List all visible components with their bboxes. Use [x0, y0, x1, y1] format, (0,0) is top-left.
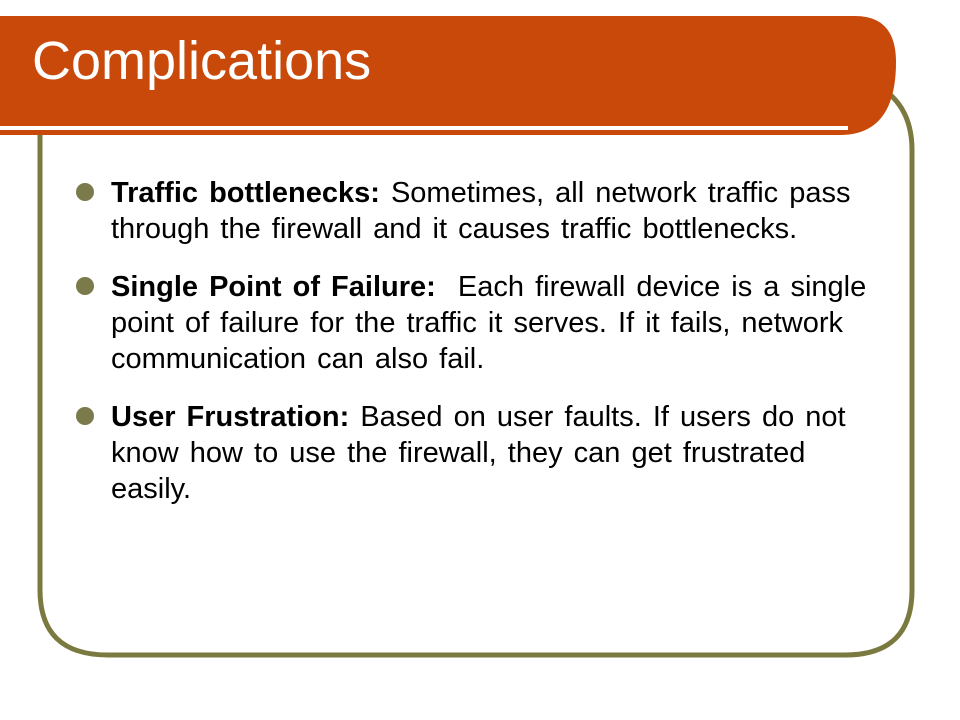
bullet-text: Based on user faults. If users do not know how to use the firewall, they can get frustrated easily.	[111, 401, 846, 505]
bullet-icon	[76, 407, 94, 425]
bullet-item-traffic-bottlenecks	[76, 175, 896, 247]
bullet-icon	[76, 183, 94, 201]
bullet-term: Traffic bottlenecks:	[111, 177, 380, 209]
bullet-text: Each firewall device is a single point of failure for the traffic it serves. If it fails, network communication can also fail.	[111, 271, 878, 375]
slide-title: Complications	[32, 31, 372, 91]
bullet-text: Sometimes, all network traffic pass through the firewall and it causes traffic bottlenecks.	[111, 177, 851, 245]
slide-content	[76, 175, 896, 529]
bullet-term: Single Point of Failure:	[111, 271, 436, 303]
bullet-icon	[76, 277, 94, 295]
bullet-term: User Frustration:	[111, 401, 350, 433]
bullet-list	[76, 175, 896, 507]
bullet-item-user-frustration	[76, 399, 896, 507]
bullet-item-single-point-of-failure	[76, 269, 896, 377]
